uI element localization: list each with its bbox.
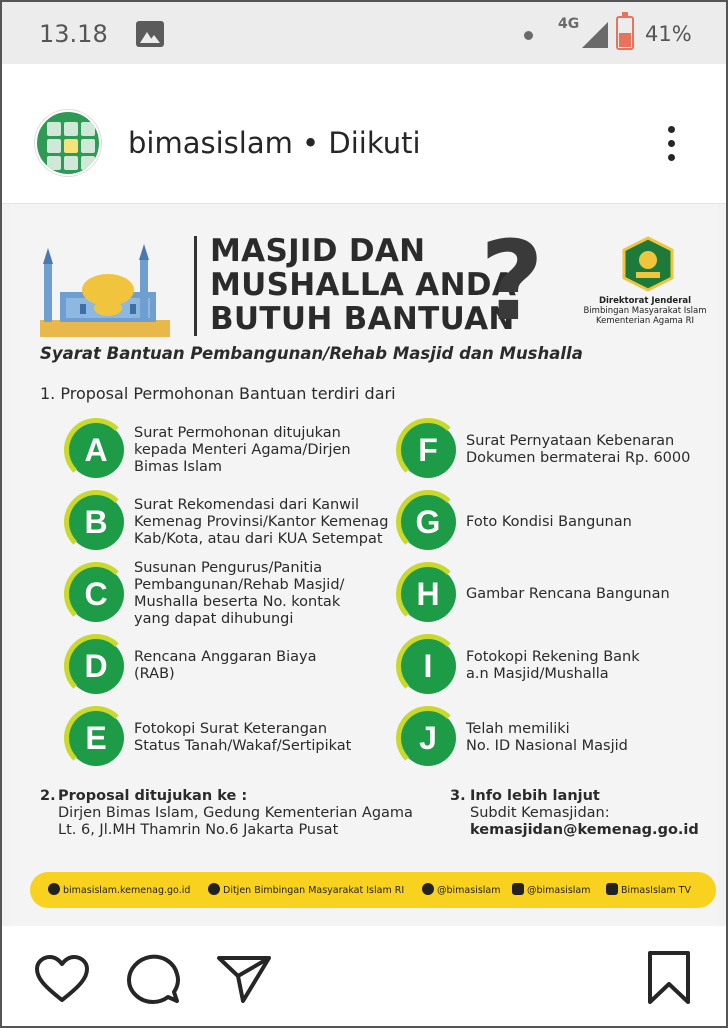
avatar[interactable] xyxy=(35,110,101,176)
requirement-letter-badge xyxy=(68,566,124,622)
org-line: Bimbingan Masyarakat Islam xyxy=(583,306,707,316)
footer-link-instagram[interactable] xyxy=(512,883,591,896)
image-icon xyxy=(136,21,164,47)
footer-link-text: bimasislam.kemenag.go.id xyxy=(63,885,191,896)
requirement-letter-badge xyxy=(400,710,456,766)
question-mark: ? xyxy=(480,217,544,345)
footer-link-text: Ditjen Bimbingan Masyarakat Islam RI xyxy=(223,885,405,896)
footer-link-text: @bimasislam xyxy=(527,885,591,896)
requirement-line: kepada Menteri Agama/Dirjen xyxy=(134,441,351,458)
requirement-line: Telah memiliki xyxy=(466,721,570,737)
post-account-line xyxy=(128,126,421,160)
requirement-line: Fotokopi Rekening Bank xyxy=(466,649,640,665)
footer-link-youtube[interactable] xyxy=(606,883,691,896)
badge-arc xyxy=(396,490,460,554)
requirement-letter: E xyxy=(85,720,107,756)
requirement-line: Surat Permohonan ditujukan xyxy=(134,424,341,441)
requirement-letter: A xyxy=(84,432,108,468)
badge-arc xyxy=(396,706,460,770)
globe-icon xyxy=(48,883,60,895)
post-image[interactable] xyxy=(2,204,726,926)
footer-link-facebook[interactable] xyxy=(208,883,404,896)
requirement-line: Rencana Anggaran Biaya xyxy=(134,649,317,665)
section-3-number: 3. xyxy=(450,788,466,804)
requirement-letter: C xyxy=(84,576,108,612)
section-3-heading: Info lebih lanjut xyxy=(470,788,600,804)
requirement-text xyxy=(134,649,394,683)
social-links-band xyxy=(30,872,716,908)
instagram-icon xyxy=(512,883,524,895)
poster-subtitle: Syarat Bantuan Pembangunan/Rehab Masjid dan Mushalla xyxy=(40,344,583,363)
network-type: 4G xyxy=(558,16,580,32)
facebook-icon xyxy=(208,883,220,895)
requirement-line: Status Tanah/Wakaf/Sertipikat xyxy=(134,738,352,754)
section-3 xyxy=(450,788,710,839)
requirement-letter: J xyxy=(419,720,437,756)
requirement-letter-badge xyxy=(68,638,124,694)
requirement-letter: H xyxy=(416,576,440,612)
headline-line: MASJID DAN xyxy=(210,233,426,269)
post-actions-bar xyxy=(2,926,726,1026)
requirement-line: Bimas Islam xyxy=(134,458,223,475)
battery-percent: 41% xyxy=(645,22,692,46)
requirement-text xyxy=(466,514,726,531)
requirement-text xyxy=(134,425,394,476)
requirement-line: (RAB) xyxy=(134,666,175,682)
requirement-letter: G xyxy=(415,504,441,540)
poster-content xyxy=(10,204,718,926)
requirement-line: Mushalla beserta No. kontak xyxy=(134,594,341,610)
requirement-text xyxy=(466,721,726,755)
separator-dot: • xyxy=(292,126,329,160)
requirement-letter: D xyxy=(84,648,108,684)
battery-icon xyxy=(616,16,634,50)
requirement-line: Pembangunan/Rehab Masjid/ xyxy=(134,577,345,593)
badge-arc xyxy=(396,634,460,698)
requirement-letter-badge xyxy=(68,710,124,766)
youtube-icon xyxy=(606,883,618,895)
requirement-letter: I xyxy=(423,648,433,684)
requirement-line: Foto Kondisi Bangunan xyxy=(466,513,632,530)
signal-icon xyxy=(582,22,608,48)
requirement-letter-badge xyxy=(68,422,124,478)
send-icon[interactable] xyxy=(216,954,272,1004)
status-time: 13.18 xyxy=(39,20,108,48)
requirement-line: Surat Pernyataan Kebenaran xyxy=(466,433,675,449)
badge-arc xyxy=(64,418,128,482)
requirement-letter-badge xyxy=(400,494,456,550)
requirement-line: Surat Rekomendasi dari Kanwil xyxy=(134,496,360,513)
requirement-line: Fotokopi Surat Keterangan xyxy=(134,721,328,737)
requirement-line: yang dapat dihubungi xyxy=(134,611,294,627)
bookmark-icon[interactable] xyxy=(646,950,692,1006)
badge-arc xyxy=(396,562,460,626)
footer-link-text: @bimasislam xyxy=(437,885,501,896)
badge-arc xyxy=(64,490,128,554)
notification-dot-icon xyxy=(524,31,533,40)
headline-line: MUSHALLA ANDA xyxy=(210,267,517,303)
badge-arc xyxy=(64,634,128,698)
section-1-label: 1. Proposal Permohonan Bantuan terdiri dari xyxy=(40,384,396,403)
more-vertical-icon[interactable] xyxy=(662,124,682,164)
requirement-letter: B xyxy=(84,504,108,540)
post-header xyxy=(2,64,726,204)
requirement-line: Susunan Pengurus/Panitia xyxy=(134,560,323,576)
badge-arc xyxy=(64,562,128,626)
requirement-letter-badge xyxy=(400,422,456,478)
requirement-text xyxy=(134,497,394,548)
footer-link-website[interactable] xyxy=(48,883,190,896)
requirement-letter-badge xyxy=(400,566,456,622)
headline-line: BUTUH BANTUAN xyxy=(210,301,515,337)
section-2-heading: Proposal ditujukan ke : xyxy=(58,788,248,804)
requirement-letter-badge xyxy=(400,638,456,694)
org-line: Direktorat Jenderal xyxy=(598,296,692,306)
requirement-text xyxy=(134,560,394,628)
header-divider xyxy=(194,236,197,336)
requirement-line: Gambar Rencana Bangunan xyxy=(466,585,670,602)
twitter-icon xyxy=(422,883,434,895)
follow-status[interactable]: Diikuti xyxy=(328,126,421,160)
requirement-text xyxy=(466,649,726,683)
mosque-illustration xyxy=(40,242,170,337)
footer-link-text: BimasIslam TV xyxy=(621,885,691,896)
requirement-line: Kab/Kota, atau dari KUA Setempat xyxy=(134,530,383,547)
section-2-line: Lt. 6, Jl.MH Thamrin No.6 Jakarta Pusat xyxy=(58,822,339,838)
requirement-text xyxy=(134,721,394,755)
section-3-line: Subdit Kemasjidan: xyxy=(470,805,610,821)
comment-icon[interactable] xyxy=(126,952,180,1006)
heart-icon[interactable] xyxy=(34,954,90,1004)
badge-arc xyxy=(396,418,460,482)
kemenag-logo xyxy=(620,236,676,292)
section-2-number: 2. xyxy=(40,788,56,804)
requirement-line: No. ID Nasional Masjid xyxy=(466,738,628,754)
requirement-letter-badge xyxy=(68,494,124,550)
section-2-line: Dirjen Bimas Islam, Gedung Kementerian Agama xyxy=(58,805,413,821)
requirement-line: Kemenag Provinsi/Kantor Kemenag xyxy=(134,513,389,530)
requirement-line: Dokumen bermaterai Rp. 6000 xyxy=(466,450,691,466)
requirement-text xyxy=(466,586,726,603)
org-text xyxy=(570,296,720,326)
footer-link-twitter[interactable] xyxy=(422,883,501,896)
org-line: Kementerian Agama RI xyxy=(595,316,694,326)
badge-arc xyxy=(64,706,128,770)
status-bar xyxy=(2,2,726,64)
poster-headline xyxy=(210,234,516,336)
requirement-line: a.n Masjid/Mushalla xyxy=(466,666,609,682)
requirement-text xyxy=(466,433,726,467)
account-name[interactable]: bimasislam xyxy=(128,126,293,160)
requirement-letter: F xyxy=(418,432,438,468)
section-2 xyxy=(40,788,440,839)
contact-email[interactable]: kemasjidan@kemenag.go.id xyxy=(470,822,699,838)
